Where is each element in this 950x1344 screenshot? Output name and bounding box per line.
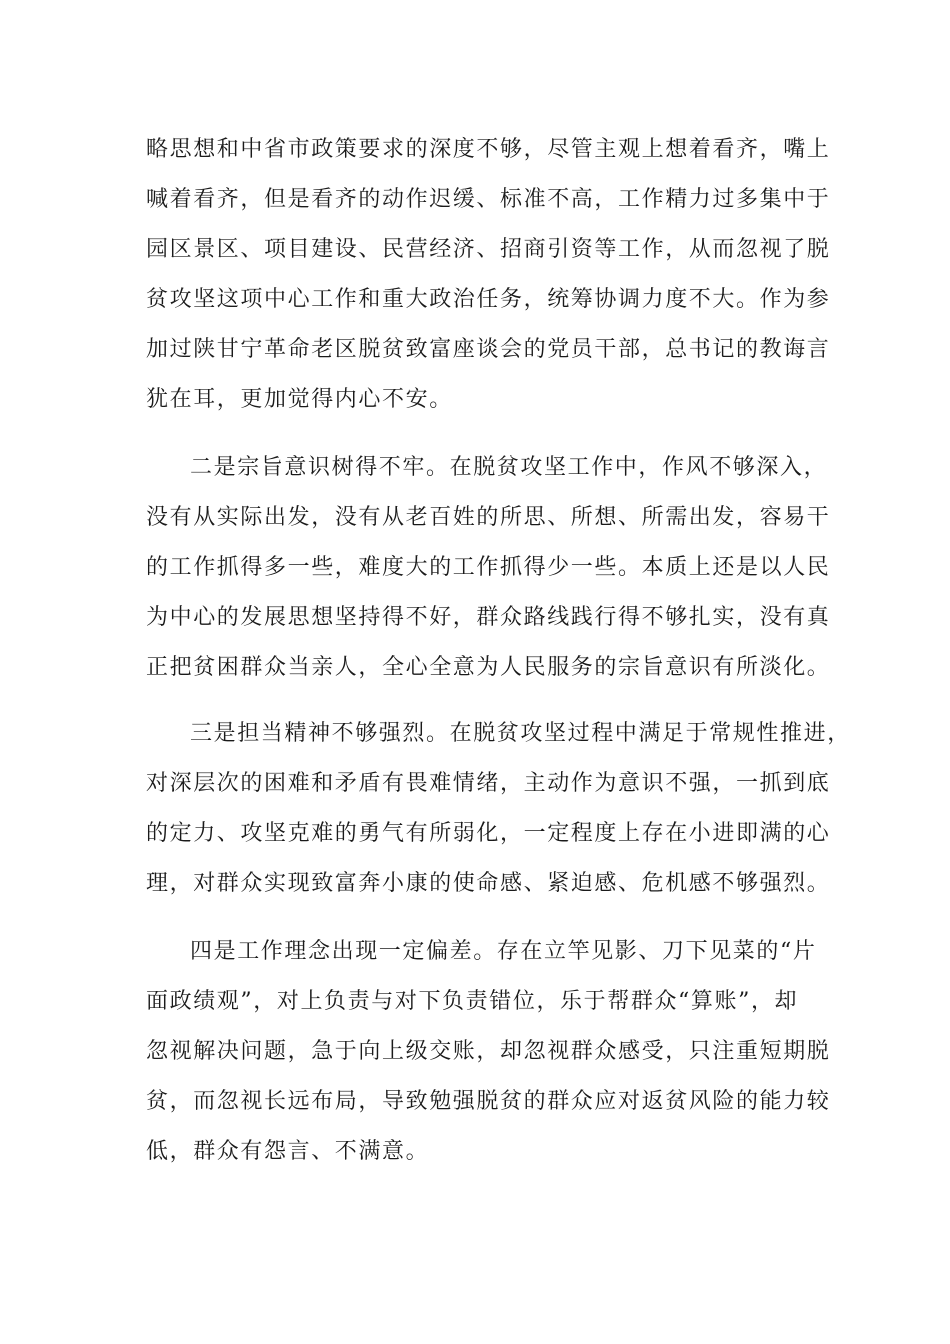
text-line: 为中心的发展思想坚持得不好，群众路线践行得不够扎实，没有真 [146, 605, 831, 630]
text-line: 园区景区、项目建设、民营经济、招商引资等工作，从而忽视了脱 [146, 237, 831, 262]
text-line: 加过陕甘宁革命老区脱贫致富座谈会的党员干部，总书记的教诲言 [146, 337, 831, 362]
text-line: 正把贫困群众当亲人，全心全意为人民服务的宗旨意识有所淡化。 [146, 655, 831, 680]
text-line: 犹在耳，更加觉得内心不安。 [146, 387, 453, 412]
text-line: 的定力、攻坚克难的勇气有所弱化，一定程度上存在小进即满的心 [146, 821, 831, 846]
text-line: 略思想和中省市政策要求的深度不够，尽管主观上想着看齐，嘴上 [146, 137, 831, 162]
text-line: 对深层次的困难和矛盾有畏难情绪，主动作为意识不强，一抓到底 [146, 771, 831, 796]
text-line: 忽视解决问题，急于向上级交账，却忽视群众感受，只注重短期脱 [146, 1039, 831, 1064]
text-line: 面政绩观”，对上负责与对下负责错位，乐于帮群众“算账”，却 [146, 989, 799, 1014]
text-line: 的工作抓得多一些，难度大的工作抓得少一些。本质上还是以人民 [146, 555, 831, 580]
paragraph-3-first-line: 三是担当精神不够强烈。在脱贫攻坚过程中满足于常规性推进， [190, 721, 851, 746]
text-line: 喊着看齐，但是看齐的动作迟缓、标准不高，工作精力过多集中于 [146, 187, 831, 212]
paragraph-2-first-line: 二是宗旨意识树得不牢。在脱贫攻坚工作中，作风不够深入， [190, 455, 828, 480]
text-line: 理，对群众实现致富奔小康的使命感、紧迫感、危机感不够强烈。 [146, 871, 831, 896]
paragraph-4-first-line: 四是工作理念出现一定偏差。存在立竿见影、刀下见菜的“片 [190, 939, 817, 964]
text-line: 贫攻坚这项中心工作和重大政治任务，统筹协调力度不大。作为参 [146, 287, 831, 312]
text-line: 贫，而忽视长远布局，导致勉强脱贫的群众应对返贫风险的能力较 [146, 1089, 831, 1114]
text-line: 没有从实际出发，没有从老百姓的所思、所想、所需出发，容易干 [146, 505, 831, 530]
text-line: 低，群众有怨言、不满意。 [146, 1139, 430, 1164]
